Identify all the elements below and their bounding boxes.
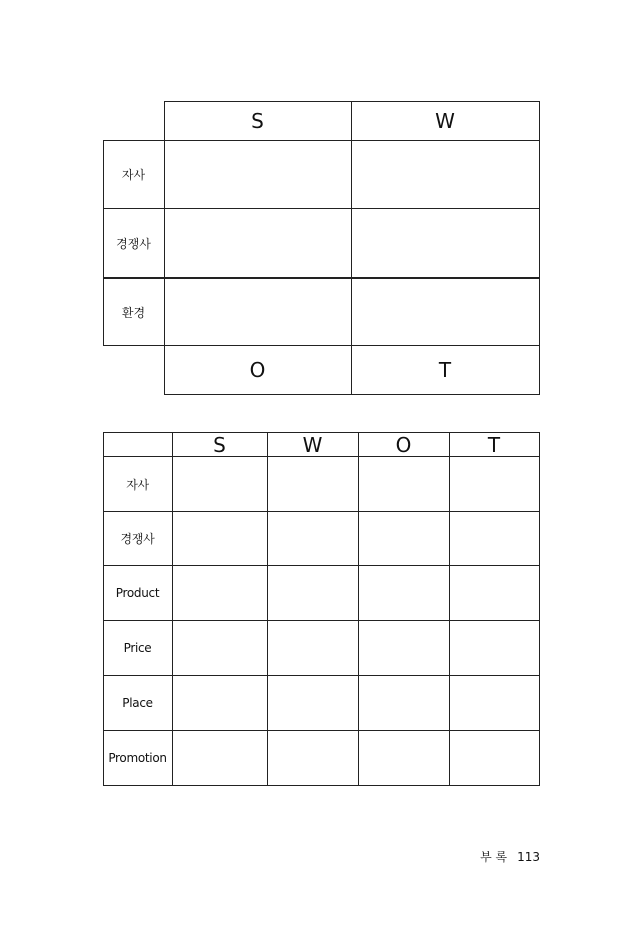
row-label-product: Product (115, 586, 160, 600)
row-label-company: 자사 (126, 477, 149, 492)
footer-section-label: 부 록 (480, 850, 508, 864)
header-threats: T (487, 432, 501, 457)
input-cell[interactable] (173, 676, 267, 730)
input-cell[interactable] (165, 209, 351, 277)
input-cell[interactable] (359, 457, 449, 511)
header-opportunities: O (395, 432, 412, 457)
input-cell[interactable] (268, 512, 358, 565)
header-threats: T (438, 358, 452, 382)
page-footer (480, 848, 540, 865)
header-opportunities: O (249, 358, 266, 382)
header-weaknesses: W (302, 432, 323, 457)
header-weaknesses: W (435, 109, 455, 133)
input-cell[interactable] (450, 512, 539, 565)
input-cell[interactable] (268, 676, 358, 730)
input-cell[interactable] (359, 566, 449, 620)
row-label-promotion: Promotion (108, 751, 167, 765)
input-cell[interactable] (450, 566, 539, 620)
row-label-competitor: 경쟁사 (116, 236, 151, 251)
row-label-place: Place (122, 696, 153, 710)
input-cell[interactable] (450, 676, 539, 730)
input-cell[interactable] (165, 279, 351, 345)
input-cell[interactable] (173, 566, 267, 620)
row-label-price: Price (123, 641, 152, 655)
input-cell[interactable] (359, 731, 449, 785)
row-label-competitor: 경쟁사 (120, 532, 155, 546)
input-cell[interactable] (450, 731, 539, 785)
input-cell[interactable] (450, 621, 539, 675)
input-cell[interactable] (359, 512, 449, 565)
input-cell[interactable] (359, 676, 449, 730)
input-cell[interactable] (352, 279, 539, 345)
input-cell[interactable] (173, 457, 267, 511)
input-cell[interactable] (165, 141, 351, 208)
input-cell[interactable] (268, 731, 358, 785)
input-cell[interactable] (268, 621, 358, 675)
input-cell[interactable] (352, 209, 539, 277)
input-cell[interactable] (268, 457, 358, 511)
input-cell[interactable] (173, 512, 267, 565)
header-strengths: S (213, 432, 226, 457)
row-label-environment: 환경 (121, 305, 146, 320)
page-number: 113 (517, 850, 540, 864)
input-cell[interactable] (450, 457, 539, 511)
input-cell[interactable] (352, 141, 539, 208)
header-strengths: S (251, 109, 264, 133)
row-label-company: 자사 (121, 168, 146, 182)
input-cell[interactable] (268, 566, 358, 620)
input-cell[interactable] (173, 621, 267, 675)
input-cell[interactable] (173, 731, 267, 785)
input-cell[interactable] (359, 621, 449, 675)
